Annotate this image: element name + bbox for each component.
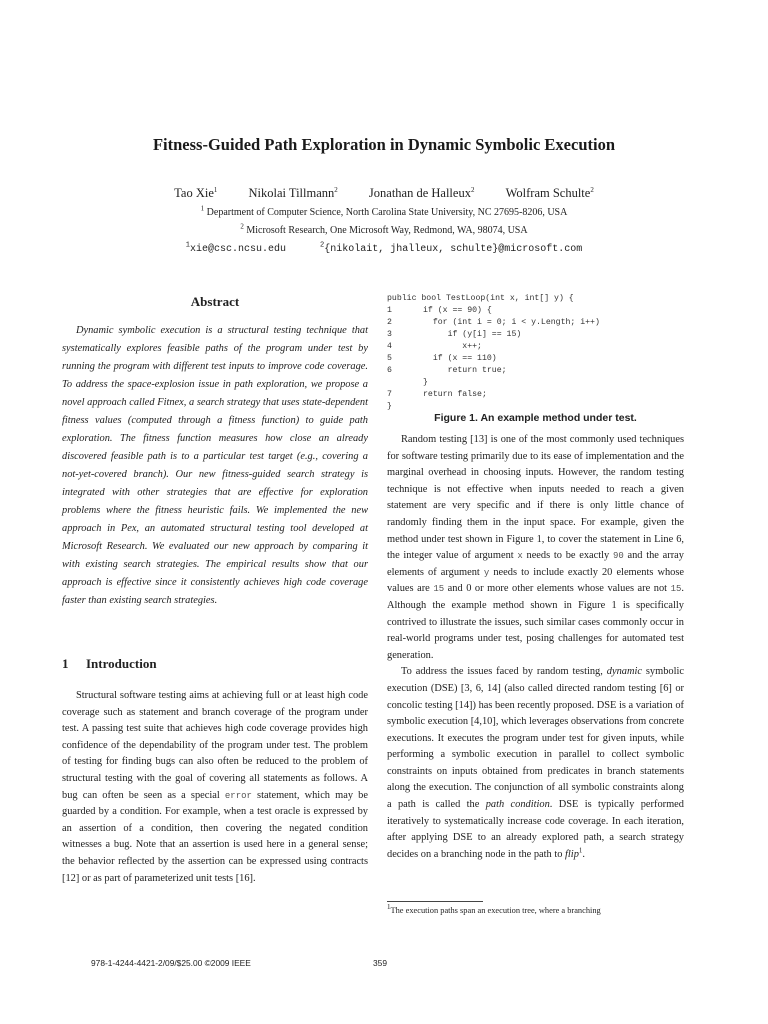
code-line: 3 if (y[i] == 15) <box>387 330 522 339</box>
paragraph: To address the issues faced by random testing, dynamic symbolic execution (DSE) [3, 6, 14] (also called directed random testing [6] or concolic testing [14]) has been recently proposed. DSE is a variation of symbolic execution [4,10], which leverages observations from concrete executions. It executes the program under test for given inputs, while performing a symbolic execution in parallel to collect symbolic constraints on inputs obtained from predicates in branch statements along the execution. The conjunction of all symbolic constraints along a path is called the path condition. DSE is typically performed iteratively to systematically increase code coverage. In each iteration, after applying DSE to an already explored path, a search strategy decides on a branching node in the path to flip$^1$. <box>387 666 684 860</box>
author-emails <box>0 241 768 255</box>
copyright-line: 978-1-4244-4421-2/09/$25.00 ©2009 IEEE <box>91 958 251 968</box>
author-list <box>0 186 768 201</box>
abstract-heading: Abstract <box>190 294 240 309</box>
code-line: 5 if (x == 110) <box>387 354 497 363</box>
paragraph: Random testing [13] is one of the most commonly used techniques for software testing primarily due to its ease of implementation and the marginal overhead in choosing inputs. However, the random testing technique is not effective when inputs needed to reach a given statement are very specific and if there is only little chance of randomly finding them in the input space. For example, given the method under test shown in Figure 1, to cover the statement in Line 6, the integer value of argument x needs to be exactly 90 and the array elements of argument y needs to include exactly 20 elements whose values are 15 and 0 or more other elements whose values are not 15. Although the example method shown in Figure 1 is specifically contrived to illustrate the issues, such similar cases commonly occur in real-world programs under test, posing challenges for automated test generation. <box>387 434 684 661</box>
code-line: } <box>423 378 428 387</box>
paper-title: Fitness-Guided Path Exploration in Dynamic Symbolic Execution <box>152 135 616 154</box>
code-line: 4 x++; <box>387 342 482 351</box>
abstract-body <box>62 322 368 610</box>
code-line: 7 return false; <box>387 390 487 399</box>
code-line: 1 if (x == 90) { <box>387 306 492 315</box>
affiliation: $^1$ Department of Computer Science, North Carolina State University, NC 27695-8206, USA <box>200 204 568 218</box>
author: Jonathan de Halleux$^2$ <box>368 185 475 200</box>
author: Tao Xie$^1$ <box>174 185 218 200</box>
affiliation: $^2$ Microsoft Research, One Microsoft Way, Redmond, WA, 98074, USA <box>240 222 528 236</box>
code-line: public bool TestLoop(int x, int[] y) { <box>387 294 574 303</box>
page-number: 359 <box>373 958 387 968</box>
section-heading: 1 Introduction <box>62 656 157 671</box>
paragraph: Structural software testing aims at achieving full or at least high code coverage such as statement and branch coverage of the program under test. A passing test suite that achieves high code coverage provides high confidence of the dependability of the program under test. The problem of testing for finding bugs can also often be reduced to the problem of structural testing with the goal of covering all statements as follows. A bug can often be seen as a special error statement, which may be guarded by a condition. For example, when a test oracle is expressed by an assertion of a condition, then covering the negated condition witnesses a bug. Note that an assertion is used here in a general sense; the behavior reflected by the assertion can be expressed using contracts [12] or as part of parameterized unit tests [16]. <box>62 690 368 884</box>
figure-caption: Figure 1. An example method under test. <box>434 412 637 424</box>
author: Wolfram Schulte$^2$ <box>505 185 594 200</box>
right-column-body <box>387 432 684 863</box>
introduction-body <box>62 688 368 887</box>
footnote-rule <box>387 901 483 902</box>
code-line: 2 for (int i = 0; i < y.Length; i++) <box>387 318 600 327</box>
email: $^2${nikolait, jhalleux, schulte}@microsoft.com <box>319 241 583 255</box>
code-line: 6 return true; <box>387 366 507 375</box>
abstract-text: Dynamic symbolic execution is a structural testing technique that systematically explores feasible paths of the program under test by running the program with different test inputs to improve code coverage. To address the space-explosion issue in path exploration, we propose a novel approach called Fitnex, a search strategy that uses state-dependent fitness values (computed through a fitness function) to guide path exploration. The fitness function measures how close an already discovered feasible path is to a particular test target (e.g., covering a not-yet-covered branch). Our new fitness-guided search strategy is integrated with other strategies that are effective for exploration problems where the fitness heuristic fails. We implemented the new approach in Pex, an automated structural testing tool developed at Microsoft Research. We evaluated our new approach by comparing it with existing search strategies. The empirical results show that our approach is effective since it consistently achieves high code coverage faster than existing search strategies. <box>62 325 368 606</box>
code-line: } <box>387 402 392 411</box>
email: $^1$xie@csc.ncsu.edu <box>185 241 286 255</box>
code-listing <box>387 293 684 413</box>
footnote: $^1$The execution paths span an execution tree, where a branching <box>387 903 601 915</box>
author: Nikolai Tillmann$^2$ <box>248 185 338 200</box>
